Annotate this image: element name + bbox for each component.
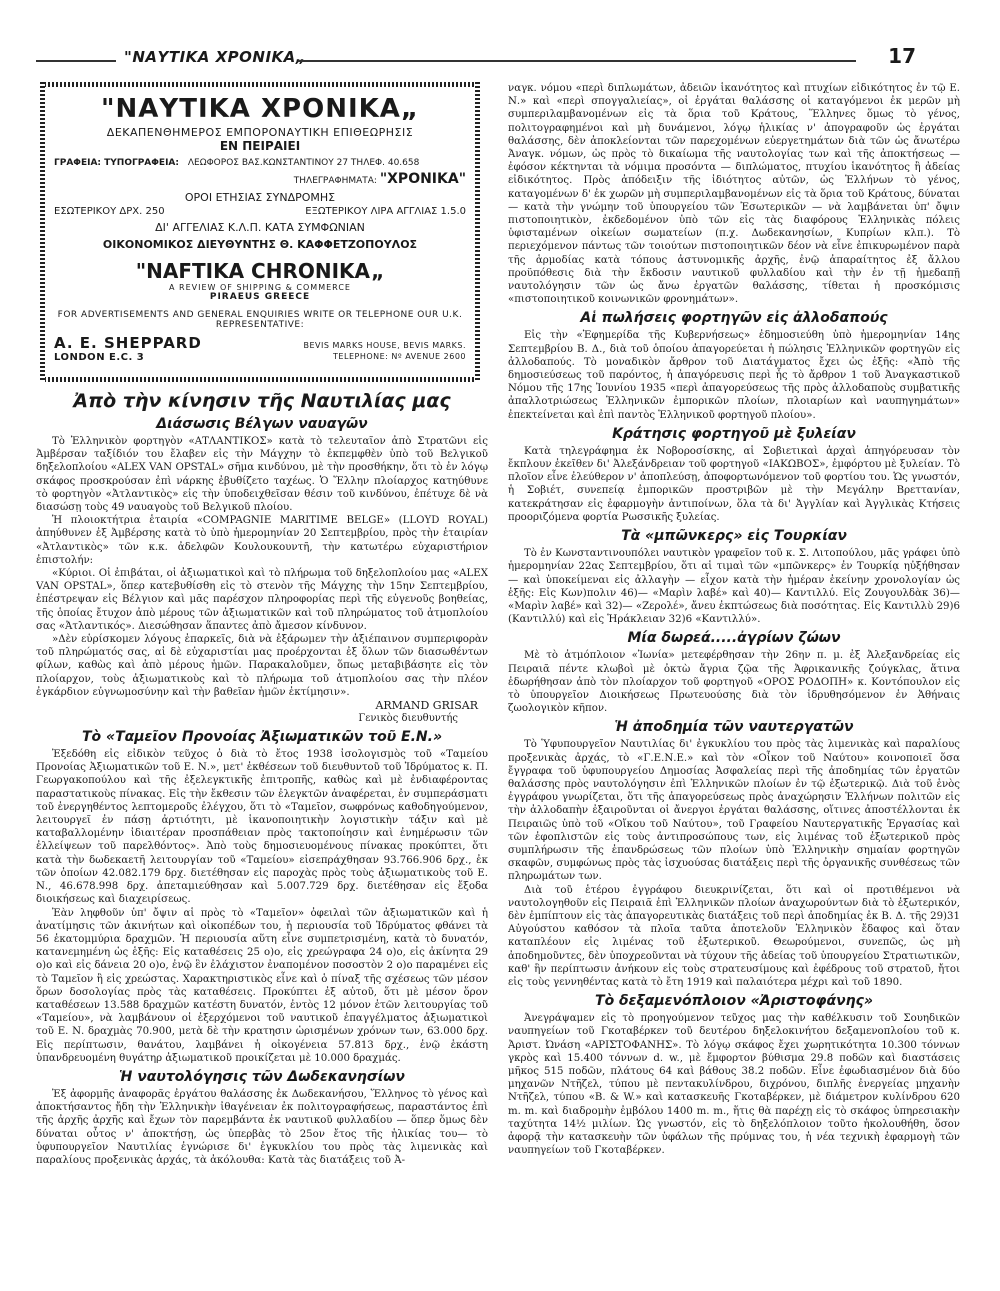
article-paragraph: Ἐὰν ληφθοῦν ὑπ' ὄψιν αἱ πρὸς τὸ «Ταμεῖον» ὀφειλαὶ τῶν ἀξιωματικῶν καὶ ἡ ἀνατίμησις τῶν ἀκινήτων καὶ οἰκοπέδων του, ἡ περιουσία τοῦ Ἱδρύματος φθάνει τὰ 56 ἑκατομμύρια δραχμῶν. Ἡ περιουσία αὕτη εἶνε συμπετρισμένη, κατὰ τὸ δυνατόν, κατανεμημένη ὡς ἑξῆς: Εἰς καταθέσεις 25 ο)ο, εἰς χρεώγραφα 24 ο)ο, εἰς ἀκίνητα 29 ο)ο καὶ εἰς δάνεια 20 ο)ο, ἐνῷ ἓν ἐλάχιστον ἐναπομένον ποσοστὸν 2 ο)ο παραμένει εἰς τὸ Ταμεῖον ἢ εἰς χρεώστας. Χαρακτηριστικὸς εἶνε καὶ ὁ πίναξ τῆς σχέσεως τῶν μέσον ὅρων δοσολογίας πρὸς τὰς καταθέσεις. Προκύπτει ἐξ αὐτοῦ, ὅτι μὲ μέσον ὅρον καταθέσεων 13.588 δραχμῶν κατέστη δυνατόν, ἐντὸς 12 μόνον ἐτῶν λειτουργίας τοῦ «Ταμείου», νὰ λαμβάνουν οἱ ἐξερχόμενοι τοῦ ναυτικοῦ ἐπαγγέλματος ἀξιωματικοὶ τοῦ Ε. Ν. δραχμὰς 70.900, μετὰ δὲ τὴν κρατησιν ὡρισμένων χρόνων των, 63.000 δρχ. Εἰς περίπτωσιν, θανάτου, λαμβάνει ἡ οἰκογένεια 57.813 δρχ., ἐνῷ ἑκάστη ὑπανδρευομένη θυγάτηρ ἀξιωματικοῦ προικίζεται μὲ 10.000 δραχμάς. — [36, 907, 488, 1064]
article-paragraph: Κατὰ τηλεγράφημα ἐκ Νοβοροσίσκης, αἱ Σοβιετικαὶ ἀρχαὶ ἀπηγόρευσαν τὸν ἔκπλουν ἐκεῖθεν δι' Ἀλεξάνδρειαν τοῦ φορτηγοῦ «ΙΑΚΩΒΟΣ», ἐμφόρτου μὲ ξυλείαν. Τὸ πλοῖον εἶνε ἐλεύθερον ν' ἀποπλεύσῃ, ἀποφορτωνόμενον τοῦ φορτίου του. Ὡς γνωστόν, ἡ Σοβιέτ, συνεπείᾳ ἐμπορικῶν προστριβῶν μὲ τὴν Μεγάλην Βρεττανίαν, κατεκράτησαν εἰς ἐφαρμογὴν ἀντιποίνων, ὅλα τὰ δι' Ἀγγλίαν καὶ Ἀγγλικὰς Κτήσεις προοριζόμενα φορτία Ρωσσικῆς ξυλείας. — [508, 445, 960, 523]
article-heading: Ἡ ναυτολόγησις τῶν Δωδεκανησίων — [119, 1068, 405, 1085]
article-paragraph: Ἀνεγράψαμεν εἰς τὸ προηγούμενον τεῦχος μας τὴν καθέλκυσιν τοῦ Σουηδικῶν ναυπηγείων τοῦ Γκοταβέρκεν τοῦ δευτέρου δηξελοκινήτου δεξαμενοπλοίου τοῦ κ. Ἀριστ. Ὠνάση «ΑΡΙΣΤΟΦΑΝΗΣ». Τὸ λόγῳ σκάφος ἔχει χωρητικότητα 10.300 τόννων γκρὸς καὶ 15.400 τόννων d. w., μὲ ἔμφορτον βύθισμα 29.8 ποδῶν καὶ διαστάσεις μῆκος 515 ποδῶν, πλάτους 64 καὶ βάθους 38.2 ποδῶν. Εἶνε ἐφωδιασμένον διὰ δύο μηχανῶν Ντῆζελ, τύπου μὲ πεντακυλίνδρου, διχρόνου, διπλῆς ἐνεργείας μηχανὴν Ντῆζελ, τύπου «Β. & W.» καὶ κατασκευῆς Γκοταβέρκεν, μὲ διάμετρον κυλίνδρου 620 m. m. καὶ διαδρομὴν ἐμβόλου 1400 m. m., ἥτις θὰ παρέχῃ εἰς τὸ σκάφος ὑπηρεσιακὴν ταχύτητα 14½ μιλίων. Ὡς γνωστόν, εἰς τὸ δηξελόπλοιον τοῦτο ἠκολουθήθη, ὅσον ἀφορᾷ τὴν κατασκευὴν τῶν ὑφάλων τῆς πρύμνας του, ἡ νέα τεχνικὴ ἐφαρμογὴ τῶν ναυπηγείων τοῦ Γκοταβέρκεν. — [508, 1013, 960, 1157]
article-heading: Τὸ δεξαμενόπλοιον «Ἀριστοφάνης» — [595, 993, 873, 1010]
masthead-telegraph — [54, 173, 466, 187]
telegraph-value: "ΧΡΟΝΙΚΑ" — [379, 171, 466, 187]
article-heading: Ἡ ἀποδημία τῶν ναυτεργατῶν — [614, 719, 854, 736]
left-column — [36, 82, 488, 1282]
masthead-offices — [54, 157, 466, 169]
agent-name: A. E. SHEPPARD — [54, 334, 202, 352]
agent-address: BEVIS MARKS HOUSE, BEVIS MARKS. — [303, 341, 466, 350]
agent-city: LONDON E.C. 3 — [54, 352, 145, 363]
offices-label: ΓΡΑΦΕΙΑ: ΤΥΠΟΓΡΑΦΕΙΑ: — [54, 158, 179, 168]
english-title: "NAFTIKA CHRONIKA„ — [135, 259, 385, 283]
running-header-title: "ΝΑΥΤΙΚΑ ΧΡΟΝΙΚΑ„ — [124, 48, 306, 66]
masthead-box — [40, 82, 480, 382]
director-line: ΟΙΚΟΝΟΜΙΚΟΣ ΔΙΕΥΘΥΝΤΗΣ Θ. ΚΑΦΦΕΤΖΟΠΟΥΛΟΣ — [102, 238, 418, 251]
article-paragraph: »Δὲν εὑρίσκομεν λόγους ἐπαρκεῖς, διὰ νὰ ἐξάρωμεν τὴν ἀξιέπαινον συμπεριφορὰν τοῦ πληρώματός σας, αἱ δὲ εὐχαριστίαι μας προέρχονται ἐξ ὅλων τῶν διασωθέντων φίλων, καθὼς καὶ ἀπὸ μέρους ἡμῶν. Παρακαλοῦμεν, ὅπως μεταβιβάσητε εἰς τὸν πλοίαρχον, τοὺς ἀξιωματικοὺς καὶ τὸ πλήρωμα τοῦ ἀτμοπλοίου σας τὴν πλέον ἐγκάρδιον εὐγνωμοσύνην καὶ τὴν βαθεῖαν ἡμῶν ἐκτίμησιν». — [36, 634, 488, 698]
masthead-border-left — [40, 82, 45, 382]
masthead-subtitle: ΔΕΚΑΠΕΝΘΗΜΕΡΟΣ ΕΜΠΟΡΟΝΑΥΤΙΚΗ ΕΠΙΘΕΩΡΗΣΙΣ — [106, 126, 414, 139]
telegraph-label: ΤΗΛΕΓΡΑΦΗΜΑΤΑ: — [293, 176, 377, 186]
english-subtitle: A REVIEW OF SHIPPING & COMMERCE — [169, 283, 351, 292]
article-heading: Τὸ «Ταμεῖον Προνοίας Ἀξιωματικῶν τοῦ Ε.Ν.» — [81, 729, 443, 746]
english-advertising-note: FOR ADVERTISEMENTS AND GENERAL ENQUIRIES WRITE OR TELEPHONE OUR U.K. REPRESENTATIVE: — [57, 310, 463, 330]
subscription-prices — [54, 206, 466, 217]
masthead-place: ΕΝ ΠΕΙΡΑΙΕΙ — [219, 139, 301, 153]
article-paragraph: Διὰ τοῦ ἑτέρου ἐγγράφου διευκρινίζεται, ὅτι καὶ οἱ προτιθέμενοι νὰ ναυτολογηθοῦν εἰς Πειραιᾶ ἐπὶ Ἑλληνικῶν πλοίων ἀναχωρούντων διὰ τὸ ἐξωτερικόν, δὲν ἐμπίπτουν εἰς τὰς ἀπαγορευτικὰς διατάξεις τοῦ περὶ ἀποδημίας ἐκ Β. Δ. τῆς 29)31 Αὐγούστου καθόσον τὰ πλοῖα ταῦτα ἀποτελοῦν Ἑλληνικὸν ἔδαφος καὶ ὅταν καταπλέουν εἰς λιμένας τοῦ ἐξωτερικοῦ. Θεωρούμενοι, συνεπῶς, ὡς μὴ ἀποδημοῦντες, δὲν ὑποχρεοῦνται νὰ τύχουν τῆς ἀδείας τοῦ ὑπουργείου Στρατιωτικῶν, καθ' ἣν περίπτωσιν ἀνήκουν εἰς τοὺς στρατευσίμους καὶ ἐφέδρους τοῦ στρατοῦ, ἤτοι εἰς τοὺς γεννηθέντας κατὰ τὸ ἔτη 1919 καὶ παλαιότερα μέχρι καὶ τοῦ 1890. — [508, 884, 960, 988]
article-paragraph: Μὲ τὸ ἀτμόπλοιον «Ἰωνία» μετεφέρθησαν τὴν 26ην π. μ. ἐξ Ἀλεξανδρείας εἰς Πειραιᾶ πέντε κλωβοὶ μὲ ὀκτὼ ἄγρια ζῷα τῆς Ἀφρικανικῆς ζούγκλας, ἅτινα ἐδωρήθησαν ἀπὸ τὸν πλοίαρχον τοῦ φορτηγοῦ «ΟΡΟΣ ΡΟΔΟΠΗ» κ. Κοντόπουλον εἰς τὸ ὑπουργεῖον Διοικήσεως Πρωτευούσης διὰ τὸν ἱδρυθησόμενον ἐν Ἀθήναις ζωολογικὸν κῆπον. — [508, 650, 960, 715]
header-rule-right — [298, 60, 856, 62]
article-paragraph: Τὸ Ἑλληνικὸν φορτηγὸν «ΑΤΛΑΝΤΙΚΟΣ» κατὰ τὸ τελευταῖον ἀπὸ Στρατῶνι εἰς Ἀμβέρσαν ταξίδιόν του ἔλαβεν εἰς τὴν Μάγχην τὸ ἐκπεμφθὲν ὑπὸ τοῦ Βελγικοῦ δηξελοπλοίου «ALEX VAN OPSTAL» σῆμα κινδύνου, μὲ τὴν προσθήκην, ὅτι τὸ ἐν λόγῳ σκάφος προσκρούσαν ἐπὶ νάρκης ἐβυθίζετο ταχέως. Ὁ Ἕλλην πλοίαρχος κατηύθυνε τὸ φορτηγὸν «Ἀτλαντικὸς» εἰς τὴν ὑποδειχθεῖσαν θέσιν τοῦ κινδύνου, ἐπέτυχε δὲ νὰ διασώσῃ τοὺς 49 ναυαγοὺς τοῦ Βελγικοῦ πλοίου. — [36, 436, 488, 514]
section-heading: Ἀπὸ τὴν κίνησιν τῆς Ναυτιλίας μας — [73, 390, 451, 412]
masthead-border-top — [40, 82, 480, 87]
article-paragraph: Ἡ πλοιοκτήτρια ἑταιρία «COMPAGNIE MARITIME BELGE» (LLOYD ROYAL) ἀπηύθυνεν ἐξ Ἀμβέρσης κατὰ τὸ ὑπὸ ἡμερομηνίαν 20 Σεπτεμβρίου, πρὸς τὴν ἑταιρίαν «Ἀτλαντικὸς» τῶν κ.κ. ἀδελφῶν Κουλουκουντῆ, τὴν κατωτέρω εὐχαριστήριον ἐπιστολήν: — [36, 515, 488, 566]
article-heading: Μία δωρεά.....ἀγρίων ζώων — [627, 630, 841, 647]
uk-representative — [54, 334, 466, 352]
article-paragraph: Τὸ ἐν Κωνσταντινουπόλει ναυτικὸν γραφεῖον τοῦ κ. Σ. Λιτοπούλου, μᾶς γράφει ὑπὸ ἡμερομηνίαν 22ας Σεπτεμβρίου, ὅτι αἱ τιμαὶ τῶν «μπῶνκερς» ἐν Τουρκίᾳ ηὐξήθησαν — καὶ ὑποκείμεναι εἰς ἀλλαγὴν — εἶχον κατὰ τὴν ἡμέραν ἐκείνην χρονολογίαν ὡς ἑξῆς: Εἰς Κων)πολιν 46)— «Μαρὶν λαβέ» καὶ 40)— Καντιλλύ. Εἰς Ζουγουλδὰκ 36)— «Μαρὶν λαβέ» καὶ 32)— «Ζερολέ», ἄνευ ἐκπτώσεως διὰ ποσότητας. Εἰς Καντιλλὺ 29)6 (Καντιλλύ) καὶ εἰς Ἡράκλειαν 32)6 «Καντιλλύ». — [508, 548, 960, 626]
ads-line: ΔΙ' ΑΓΓΕΛΙΑΣ Κ.Λ.Π. ΚΑΤΑ ΣΥΜΦΩΝΙΑΝ — [155, 221, 365, 234]
offices-address: ΛΕΩΦΟΡΟΣ ΒΑΣ.ΚΩΝΣΤΑΝΤΙΝΟΥ 27 ΤΗΛΕΦ. 40.658 — [187, 158, 420, 168]
page-number: 17 — [888, 44, 916, 68]
article-heading: Τὰ «μπῶνκερς» εἰς Τουρκίαν — [621, 528, 847, 545]
masthead-border-right — [475, 82, 480, 382]
english-place: PIRAEUS GREECE — [209, 292, 311, 302]
masthead-title: "ΝΑΥΤΙΚΑ ΧΡΟΝΙΚΑ„ — [101, 94, 419, 124]
article-heading: Κράτησις φορτηγοῦ μὲ ξυλείαν — [612, 425, 856, 442]
article-paragraph: Εἰς τὴν «Ἐφημερίδα τῆς Κυβερνήσεως» ἐδημοσιεύθη ὑπὸ ἡμερομηνίαν 14ης Σεπτεμβρίου Β. Δ., διὰ τοῦ ὁποίου ἀπαγορεύεται ἡ πώλησις Ἑλληνικῶν φορτηγῶν εἰς ἀλλοδαπούς. Τὸ μοναδικὸν ἄρθρον τοῦ Διατάγματος ἔχει ὡς ἑξῆς: «Ἀπὸ τῆς δημοσιεύσεως τοῦ παρόντος, ἡ ἀπαγόρευσις περὶ ἧς τὸ ἄρθρον 1 τοῦ Ἀναγκαστικοῦ Νόμου τῆς 17ης Ἰουνίου 1935 «περὶ ἀπαγορεύσεως τῆς πρὸς ἀλλοδαποὺς συμβατικῆς ἀπαλλοτριώσεως Ἑλληνικῶν ἐμπορικῶν πλοίων, πλοιαρίων καὶ ναυπηγημάτων» ἐπεκτείνεται καὶ ἐπὶ παντὸς Ἑλληνικοῦ φορτηγοῦ πλοίου». — [508, 330, 960, 421]
agent-phone: TELEPHONE: Nº AVENUE 2600 — [333, 352, 466, 361]
right-column — [508, 82, 960, 1282]
page-columns — [36, 82, 962, 1282]
article-paragraph: Ἐξ ἀφορμῆς ἀναφορᾶς ἐργάτου θαλάσσης ἐκ Δωδεκανήσου, Ἕλληνος τὸ γένος καὶ ἀποκτήσαντος ἤδη τὴν Ἑλληνικὴν ἰθαγένειαν ἐκ πολιτογραφήσεως, παραστάντος ἐπὶ τῆς ἀρχῆς ἀρχῆς καὶ ἔχων τὸν παρεμβάντα ἐκ ναυτικοῦ φυλλαδίου — ὅπερ ὅμως δὲν δύναται οὗτος ν' ἀποκτήσῃ, ὡς ὑπερβὰς τὸ 25ον ἔτος τῆς ἡλικίας του— τὸ ὑφυπουργεῖον Ναυτιλίας ἐγνώρισε δι' ἐγκυκλίου του πρὸς τὰς λιμενικὰς καὶ παραλίους προξενικὰς ἀρχάς, τὰ ἀκόλουθα: Κατὰ τὰς διατάξεις τοῦ Ἀ- — [36, 1088, 488, 1166]
signature-name: ARMAND GRISAR — [375, 699, 478, 713]
article-paragraph: Τὸ Ὑφυπουργεῖον Ναυτιλίας δι' ἐγκυκλίου του πρὸς τὰς λιμενικὰς καὶ παραλίους προξενικὰς ἀρχάς, τὸ «Γ.Ε.Ν.Ε.» καὶ τὸν «Οἶκον τοῦ Ναύτου» κοινοποιεῖ ὅσα ἔγγραφα τοῦ ὑφυπουργείου Δημοσίας Ἀσφαλείας περὶ τῆς ἀποδημίας τῶν ἐργατῶν θαλάσσης πρὸς ναυτολόγησιν ἐπὶ Ἑλληνικῶν πλοίων ἐν τῷ ἐξωτερικῷ. Διὰ τοῦ ἑνὸς ἐγγράφου γνωρίζεται, ὅτι τῆς ἀπαγορεύσεως πρὸς ἀναχώρησιν Ἑλλήνων πολιτῶν εἰς τὴν ἀλλοδαπὴν ἐξαιροῦνται οἱ ἄνεργοι ἐργάται θαλάσσης, οἵτινες ἀποστέλλονται ἐκ Πειραιῶς ὑπὸ τοῦ «Οἴκου τοῦ Ναύτου», τοῦ Γραφείου Ναυτεργατικῆς Ἐργασίας καὶ τῶν ἐφοπλιστῶν εἰς τοὺς ἀντιπροσώπους των, εἰς λιμένας τοῦ ἐξωτερικοῦ πρὸς συμπλήρωσιν τῆς ἐπανδρώσεως τῶν πλοίων ὑπὸ Ἑλληνικὴν σημαίαν φορτηγῶν σκαφῶν, συμφώνως πρὸς τὰς ἰσχυούσας διατάξεις περὶ τῆς ὀργανικῆς συνθέσεως τῶν πληρωμάτων των. — [508, 739, 960, 883]
agent-contact — [54, 352, 466, 363]
running-header — [36, 46, 916, 74]
masthead-border-bottom — [40, 377, 480, 382]
price-domestic: ΕΣΩΤΕΡΙΚΟΥ ΔΡΧ. 250 — [54, 206, 165, 217]
signature-role: Γενικὸς διευθυντής — [358, 713, 458, 725]
article-paragraph: «Κύριοι. Οἱ ἐπιβάται, οἱ ἀξιωματικοὶ καὶ τὸ πλήρωμα τοῦ δηξελοπλοίου μας «ALEX VAN OPSTAL», ὅπερ κατεβυθίσθη εἰς τὸ στενὸν τῆς Μάγχης τὴν 15ην Σεπτεμβρίου, ἐπέστρεψαν εἰς Βέλγιον καὶ μᾶς παρέσχον πληροφορίας περὶ τῆς εὐγενοῦς βοηθείας, τῆς ὁποίας ἔτυχον ἀπὸ μέρους τῶν ἀξιωματικῶν καὶ τοῦ πληρώματος τοῦ ἀτμοπλοίου σας «Ἀτλαντικός». Διεσώθησαν ἅπαντες ἀπὸ ἄμεσον κίνδυνον. — [36, 568, 488, 632]
article-heading: Αἱ πωλήσεις φορτηγῶν εἰς ἀλλοδαπούς — [580, 310, 888, 327]
subscription-terms: ΟΡΟΙ ΕΤΗΣΙΑΣ ΣΥΝΔΡΟΜΗΣ — [184, 191, 336, 204]
header-rule-left — [36, 60, 116, 62]
article-heading: Διάσωσις Βέλγων ναυαγῶν — [156, 416, 368, 432]
price-foreign: ΕΞΩΤΕΡΙΚΟΥ ΛΙΡΑ ΑΓΓΛΙΑΣ 1.5.0 — [305, 206, 466, 217]
article-paragraph: Ἐξεδόθη εἰς εἰδικὸν τεῦχος ὁ διὰ τὸ ἔτος 1938 ἰσολογισμὸς τοῦ «Ταμείου Προνοίας Ἀξιωματικῶν τοῦ Ε. Ν.», μετ' ἐκθέσεων τοῦ διευθυντοῦ τοῦ Ἱδρύματος κ. Π. Γεωργακοπούλου καὶ τῆς ἐξελεγκτικῆς ἐπιτροπῆς, καθὼς καὶ μὲ ἐνδιαφέροντας παραστατικοὺς πίνακας. Εἰς τὴν ἔκθεσιν τῶν ἐλεγκτῶν ἀναφέρεται, ἐν συμπεράσματι τοῦ ἐνεργηθέντος λεπτομεροῦς ἐλέγχου, ὅτι τὸ «Ταμεῖον, σωφρόνως καθοδηγούμενον, λειτουργεῖ ἐν πάσῃ ἀρτιότητι, μὲ ἱκανοποιητικὴν λογιστικὴν τάξιν καὶ μὲ καταβαλλομένην ἰδιαιτέραν προσπάθειαν πρὸς τακτοποίησιν καὶ ἐνημέρωσιν τῶν ἐλλείψεων τοῦ παρελθόντος». Ἀπὸ τοὺς δημοσιευομένους πίνακας προκύπτει, ὅτι κατὰ τὴν δωδεκαετῆ λειτουργίαν τοῦ «Ταμείου» εἰσεπράχθησαν 93.766.906 δρχ., ἐκ τῶν ὁποίων 42.082.179 δρχ. διετέθησαν εἰς παροχὰς πρὸς τοὺς ἀξιωματικοὺς τοῦ Ε. Ν., 46.678.998 δρχ. ἀπεταμιεύθησαν καὶ 5.007.729 δρχ. διετέθησαν εἰς ἔξοδα διοικήσεως καὶ διαχειρίσεως. — [36, 749, 488, 906]
article-paragraph: ναγκ. νόμου «περὶ διπλωμάτων, ἀδειῶν ἱκανότητος καὶ πτυχίων εἰδικότητος ἐν τῷ Ε. Ν.» καὶ «περὶ σπογγαλιείας», οἱ ἐργάται θαλάσσης οἱ καταγόμενοι ἐκ μερῶν μὴ συμπεριλαμβανομένων εἰς τὰ ὅρια τοῦ Κράτους, Ἕλληνες ὅμως τὸ γένος, πολιτογραφημένοι καὶ μὴ δυνάμενοι, λόγῳ ἡλικίας ν' ἀπογραφοῦν ὡς ἐργάται θαλάσσης, δὲν ἀποκλείονται τῶν παρεχομένων εὐεργετημάτων διὰ τῶν ὡς ἄνωτέρω Ἀναγκ. νόμων, ὡς πρὸς τὸ δικαίωμα τῆς ναυτολογίας των καὶ τῆς ἀποκτήσεως — ἐφόσον κέκτηνται τὰ νόμιμα προσόντα — διπλώματος, πτυχίου ἱκανότητος ἢ ἀδείας εἰδικότητος. Πρὸς ἀπόδειξιν τῆς ἰδιότητος αὐτῶν, ὡς Ἑλλήνων τὸ γένος, καταγομένων δ' ἐκ χωρῶν μὴ συμπεριλαμβανομένων εἰς τὰ ὅρια τοῦ Κράτους, δύναται — κατὰ τὴν γνώμην τοῦ ὑπουργείου τῶν Ἐσωτερικῶν — νὰ λαμβάνεται ὑπ' ὄψιν πιστοποιητικὸν, ἐκδεδομένον ὑπὸ τῶν εἰς τὰς διαφόρους Ἑλληνικὰς πόλεις ὑφισταμένων οἰκείων σωματείων (π.χ. Δωδεκανησίων, Κυπρίων κλπ.). Τὸ περιεχόμενον πάντως τῶν τοιούτων πιστοποιητικῶν δέον νὰ εἶνε ἐπικυρωμένον παρὰ τῆς ἁρμοδίας κατὰ τόπους ἀστυνομικῆς ἀρχῆς, ἐνῷ ἀπαραίτητος ἐξ ἄλλου προϋπόθεσις διὰ τὴν ἔκδοσιν ναυτικοῦ φυλλαδίου καὶ τὴν ἐν τῇ ἡμεδαπῇ ναυτολόγησιν τῶν ὡς ἄνω ἐργατῶν θαλάσσης, τίθεται ἡ προσκόμισις «πιστοποιητικοῦ κοινωνικῶν φρονημάτων». — [508, 83, 960, 306]
